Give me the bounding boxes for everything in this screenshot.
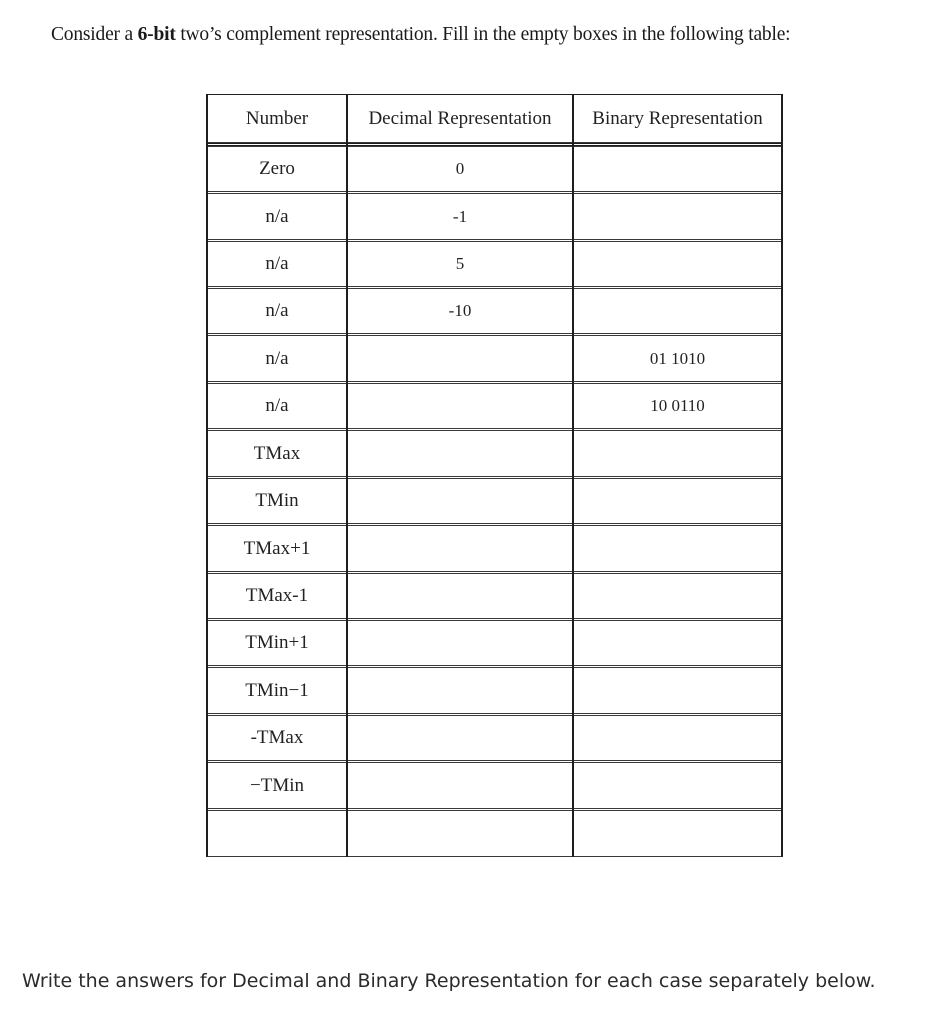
instructions-text: Write the answers for Decimal and Binary Representation for each case separately below. [22,970,876,992]
row-12-number: TMin−1 [206,667,348,714]
row-14-binary-answer-box[interactable] [572,762,783,809]
row-4-decimal: -10 [347,288,573,334]
row-1-binary-answer-box[interactable] [572,146,783,192]
row-4-binary-answer-box[interactable] [572,288,783,334]
row-divider [206,94,783,95]
column-divider [206,94,208,857]
row-2-decimal: -1 [347,193,573,240]
header-decimal: Decimal Representation [347,94,573,143]
row-12-binary-answer-box[interactable] [572,667,783,714]
row-12-decimal-answer-box[interactable] [347,667,573,714]
row-15-binary-answer-box[interactable] [572,810,783,857]
row-4-number: n/a [206,288,348,334]
row-6-binary: 10 0110 [572,383,783,429]
row-5-decimal-answer-box[interactable] [347,335,573,382]
question-text [51,24,921,46]
row-divider [206,145,783,146]
row-1-decimal: 0 [347,146,573,192]
row-11-binary-answer-box[interactable] [572,620,783,666]
bit-width: 6-bit [137,24,176,45]
row-15-decimal-answer-box[interactable] [347,810,573,857]
row-7-number: TMax [206,430,348,477]
row-6-decimal-answer-box[interactable] [347,383,573,429]
row-14-decimal-answer-box[interactable] [347,762,573,809]
row-2-number: n/a [206,193,348,240]
row-15-number [206,810,348,857]
header-number: Number [206,94,348,143]
row-14-number: −TMin [206,762,348,809]
row-10-binary-answer-box[interactable] [572,573,783,619]
row-9-decimal-answer-box[interactable] [347,525,573,572]
row-3-decimal: 5 [347,241,573,287]
row-7-binary-answer-box[interactable] [572,430,783,477]
row-9-number: TMax+1 [206,525,348,572]
row-13-binary-answer-box[interactable] [572,715,783,761]
column-divider [346,94,348,857]
row-11-number: TMin+1 [206,620,348,666]
column-divider [781,94,783,857]
row-3-number: n/a [206,241,348,287]
row-13-number: -TMax [206,715,348,761]
row-5-binary: 01 1010 [572,335,783,382]
row-5-number: n/a [206,335,348,382]
row-1-number: Zero [206,146,348,192]
row-3-binary-answer-box[interactable] [572,241,783,287]
row-divider [206,143,783,144]
row-11-decimal-answer-box[interactable] [347,620,573,666]
column-divider [572,94,574,857]
representation-table [206,94,783,857]
row-10-decimal-answer-box[interactable] [347,573,573,619]
row-6-number: n/a [206,383,348,429]
row-13-decimal-answer-box[interactable] [347,715,573,761]
row-8-number: TMin [206,478,348,524]
row-9-binary-answer-box[interactable] [572,525,783,572]
question-text-end: two’s complement representation. Fill in the empty boxes in the following table: [175,24,791,45]
row-7-decimal-answer-box[interactable] [347,430,573,477]
row-2-binary-answer-box[interactable] [572,193,783,240]
row-10-number: TMax-1 [206,573,348,619]
question-text-start: Consider a [51,24,138,45]
row-8-decimal-answer-box[interactable] [347,478,573,524]
header-binary: Binary Representation [572,94,783,143]
row-8-binary-answer-box[interactable] [572,478,783,524]
